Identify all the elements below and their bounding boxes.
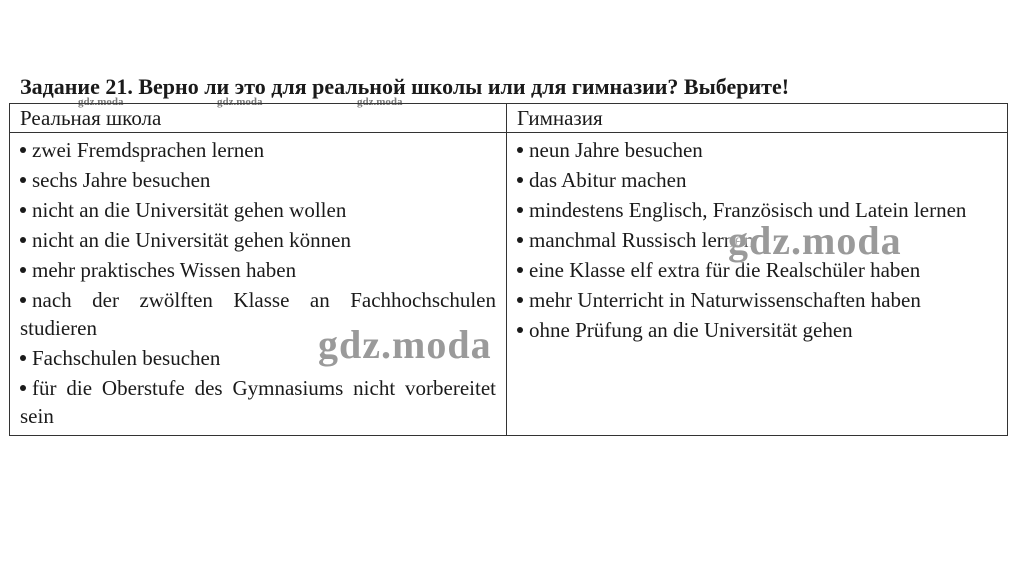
list-item: nicht an die Universität gehen wollen [20, 196, 496, 224]
task-title: Задание 21. Верно ли это для реальной школы или для гимназии? Выберите! [20, 74, 790, 99]
bullet-icon [517, 207, 523, 213]
list-item: das Abitur machen [517, 166, 997, 194]
table-row [10, 133, 1008, 436]
header-realschule: Реальная школа [10, 104, 507, 133]
comparison-table [9, 103, 1008, 436]
realschule-cell [10, 133, 507, 436]
bullet-icon [517, 147, 523, 153]
bullet-icon [20, 355, 26, 361]
list-item: mehr Unterricht in Naturwissenschaften haben [517, 286, 997, 314]
watermark-small: gdz.moda [217, 96, 263, 108]
bullet-icon [20, 237, 26, 243]
bullet-icon [517, 177, 523, 183]
bullet-icon [20, 147, 26, 153]
list-item: neun Jahre besuchen [517, 136, 997, 164]
bullet-icon [20, 267, 26, 273]
watermark-large: gdz.moda [728, 218, 902, 263]
list-item: manchmal Russisch lernen [517, 226, 997, 254]
list-item: eine Klasse elf extra für die Realschüler haben [517, 256, 997, 284]
list-item: zwei Fremdsprachen lernen [20, 136, 496, 164]
table-header-row [10, 104, 1008, 133]
watermark-large: gdz.moda [318, 322, 492, 367]
watermark-small: gdz.moda [357, 96, 403, 108]
list-item: für die Oberstufe des Gymnasiums nicht vorbereitet sein [20, 376, 496, 428]
list-item: mehr praktisches Wissen haben [20, 256, 496, 284]
list-item: nicht an die Universität gehen können [20, 226, 496, 254]
list-item: ohne Prüfung an die Universität gehen [517, 316, 997, 344]
bullet-icon [20, 207, 26, 213]
bullet-icon [517, 267, 523, 273]
list-item: nach der zwölften Klasse an Fachhochschulen studieren [20, 288, 496, 340]
gymnasium-cell [507, 133, 1008, 436]
bullet-icon [20, 297, 26, 303]
bullet-icon [517, 297, 523, 303]
header-gymnasium: Гимназия [507, 104, 1008, 133]
bullet-icon [20, 177, 26, 183]
list-item: mindestens Englisch, Französisch und Latein lernen [517, 196, 997, 224]
bullet-icon [20, 385, 26, 391]
list-item: Fachschulen besuchen [20, 344, 496, 372]
bullet-icon [517, 237, 523, 243]
watermark-small: gdz.moda [78, 96, 124, 108]
list-item: sechs Jahre besuchen [20, 166, 496, 194]
bullet-icon [517, 327, 523, 333]
realschule-list [20, 133, 496, 435]
